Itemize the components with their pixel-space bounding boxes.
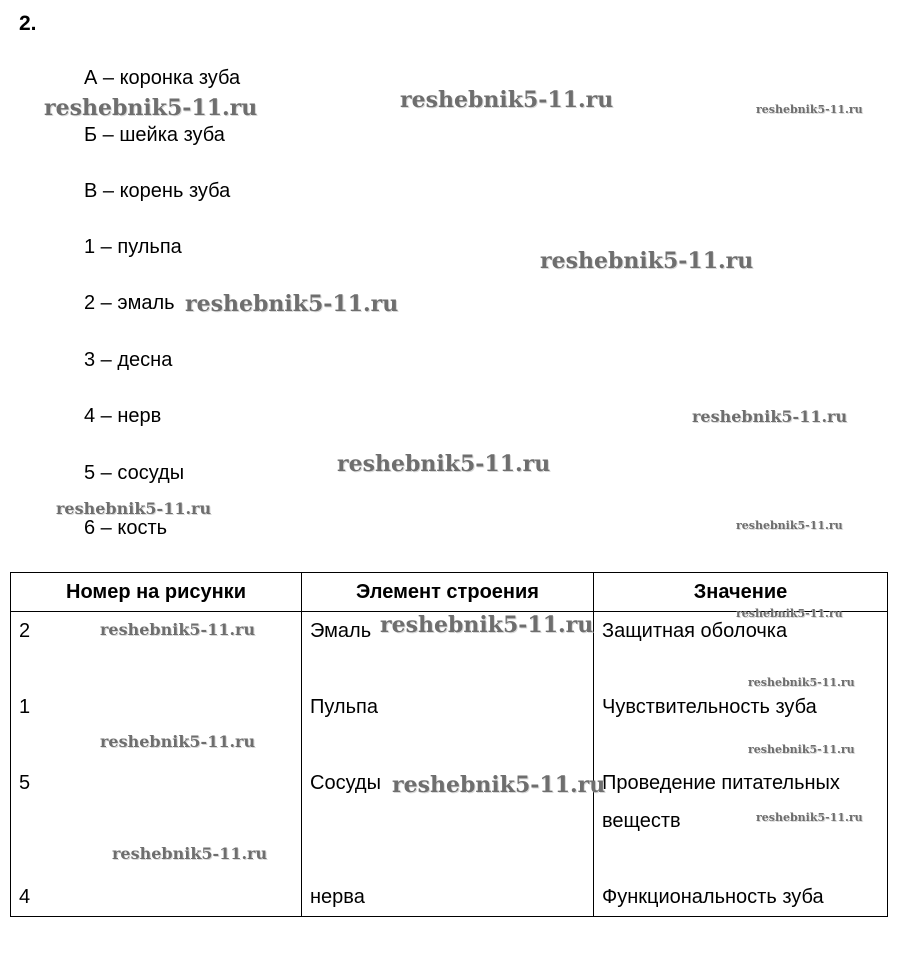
cell-meaning: Защитная оболочка xyxy=(594,612,888,689)
legend-item-crown: А – коронка зуба xyxy=(84,67,241,89)
watermark: reshebnik5-11.ru xyxy=(736,607,843,620)
watermark: reshebnik5-11.ru xyxy=(185,291,399,317)
cell-meaning: Проведение питательных веществ xyxy=(594,764,888,878)
watermark: reshebnik5-11.ru xyxy=(756,103,863,116)
legend-item-bone: 6 – кость xyxy=(84,517,168,539)
watermark: reshebnik5-11.ru xyxy=(337,451,551,477)
watermark: reshebnik5-11.ru xyxy=(112,844,268,863)
watermark: reshebnik5-11.ru xyxy=(540,248,754,274)
watermark: reshebnik5-11.ru xyxy=(44,95,258,121)
watermark: reshebnik5-11.ru xyxy=(756,811,863,824)
cell-meaning: Чувствительность зуба xyxy=(594,688,888,764)
table-row xyxy=(11,688,888,764)
watermark: reshebnik5-11.ru xyxy=(380,612,594,638)
legend-item-nerve: 4 – нерв xyxy=(84,405,162,427)
legend-item-pulp: 1 – пульпа xyxy=(84,236,182,258)
header-number: Номер на рисунки xyxy=(11,573,302,612)
cell-element: Эмаль xyxy=(302,612,594,689)
header-element: Элемент строения xyxy=(302,573,594,612)
table-row xyxy=(11,764,888,878)
cell-number: 2 xyxy=(11,612,302,689)
cell-number: 1 xyxy=(11,688,302,764)
header-meaning: Значение xyxy=(594,573,888,612)
watermark: reshebnik5-11.ru xyxy=(100,732,256,751)
legend-item-root: В – корень зуба xyxy=(84,180,231,202)
cell-element: Пульпа xyxy=(302,688,594,764)
watermark: reshebnik5-11.ru xyxy=(692,407,848,426)
task-number: 2. xyxy=(19,12,37,35)
cell-element: нерва xyxy=(302,878,594,917)
cell-number: 5 xyxy=(11,764,302,878)
legend-item-neck: Б – шейка зуба xyxy=(84,124,225,146)
legend-item-enamel: 2 – эмаль xyxy=(84,292,175,314)
watermark: reshebnik5-11.ru xyxy=(100,620,256,639)
watermark: reshebnik5-11.ru xyxy=(392,772,606,798)
table-row xyxy=(11,612,888,689)
cell-element: Сосуды xyxy=(302,764,594,878)
watermark: reshebnik5-11.ru xyxy=(400,87,614,113)
watermark: reshebnik5-11.ru xyxy=(748,676,855,689)
watermark: reshebnik5-11.ru xyxy=(56,499,212,518)
table-row xyxy=(11,878,888,917)
legend-item-vessels: 5 – сосуды xyxy=(84,462,185,484)
answer-table xyxy=(10,572,888,917)
cell-meaning: Функциональность зуба xyxy=(594,878,888,917)
legend-item-gum: 3 – десна xyxy=(84,349,173,371)
table-header-row xyxy=(11,573,888,612)
watermark: reshebnik5-11.ru xyxy=(736,519,843,532)
cell-number: 4 xyxy=(11,878,302,917)
watermark: reshebnik5-11.ru xyxy=(748,743,855,756)
